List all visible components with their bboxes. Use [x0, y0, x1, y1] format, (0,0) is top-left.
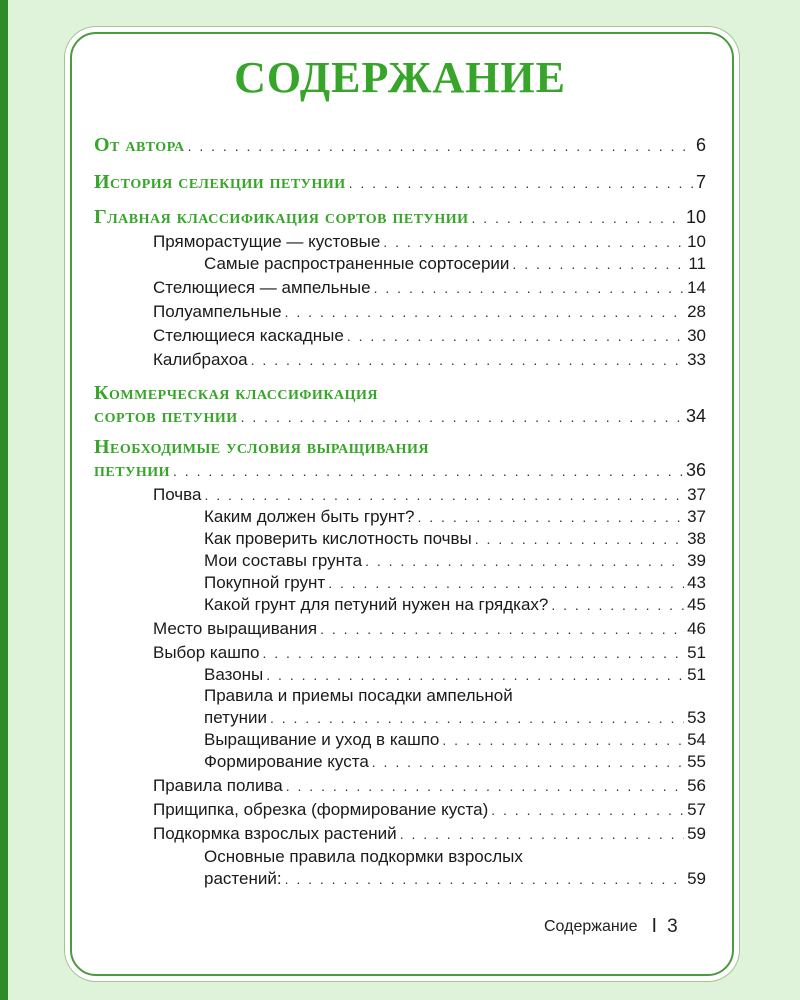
toc-entry-label: История селекции петунии: [94, 171, 346, 193]
toc-entry-page: 43: [687, 573, 706, 592]
dot-leader: [263, 642, 685, 664]
toc-entry-page: 36: [685, 460, 706, 480]
toc-entry-main-classification[interactable]: [94, 206, 706, 228]
toc-entry-page: 57: [687, 800, 706, 819]
page-footer: [544, 915, 678, 938]
toc-entry-label: петунии: [94, 459, 171, 481]
toc-entry-page: 51: [687, 643, 706, 662]
toc-entry-page: 54: [687, 730, 706, 749]
toc-entry-page: 10: [685, 207, 706, 227]
toc-entry-trailing[interactable]: [153, 277, 706, 299]
toc-entry-watering[interactable]: [153, 775, 706, 797]
toc-entry-pot-choice[interactable]: [153, 642, 706, 664]
toc-entry-label: Какой грунт для петуний нужен на грядках?: [204, 595, 549, 614]
toc-entry-page: 45: [687, 595, 706, 614]
toc-entry-label: Мои составы грунта: [204, 551, 363, 570]
toc-entry-page: 28: [687, 302, 706, 321]
toc-entry-page: 6: [695, 135, 706, 155]
toc-entry-page: 33: [687, 350, 706, 369]
toc-entry-label: Как проверить кислотность почвы: [204, 529, 472, 548]
toc-entry-label: сортов петунии: [94, 405, 238, 427]
toc-entry-planting-line1: Правила и приемы посадки ампельной: [204, 686, 513, 705]
toc-entry-page: 37: [687, 507, 706, 526]
dot-leader: [472, 207, 683, 229]
toc-entry-soil-beds[interactable]: [204, 594, 706, 616]
toc-entry-soil-bought[interactable]: [204, 572, 706, 594]
toc-entry-commercial[interactable]: [94, 405, 706, 427]
toc-entry-conditions-line1: Необходимые условия выращивания: [94, 436, 429, 458]
dot-leader: [320, 618, 684, 640]
page-number: 3: [667, 915, 678, 937]
dot-leader: [270, 707, 684, 729]
toc-entry-label: Самые распространенные сортосерии: [204, 254, 510, 273]
toc-entry-label: Выбор кашпо: [153, 643, 260, 662]
dot-leader: [349, 172, 693, 194]
dot-leader: [442, 729, 684, 751]
toc-entry-page: 7: [695, 172, 706, 192]
toc-entry-pot-care[interactable]: [204, 729, 706, 751]
toc-entry-breeding-history[interactable]: [94, 171, 706, 193]
toc-entry-page: 51: [687, 665, 706, 684]
toc-entry-calibrachoa[interactable]: [153, 349, 706, 371]
toc-entry-page: 11: [688, 254, 706, 273]
dot-leader: [241, 406, 683, 428]
dot-leader: [475, 528, 684, 550]
toc-entry-page: 37: [687, 485, 706, 504]
toc-entry-page: 10: [687, 232, 706, 251]
dot-leader: [372, 751, 684, 773]
toc-entry-label: Пряморастущие — кустовые: [153, 232, 381, 251]
dot-leader: [347, 325, 684, 347]
dot-leader: [328, 572, 684, 594]
toc-entry-label: Главная классификация сортов петунии: [94, 206, 469, 228]
toc-entry-soil-acidity[interactable]: [204, 528, 706, 550]
toc-entry-label: Выращивание и уход в кашпо: [204, 730, 440, 749]
toc-entry-label: Полуампельные: [153, 302, 282, 321]
toc-entry-bush-forming[interactable]: [204, 751, 706, 773]
toc-entry-label: Подкормка взрослых растений: [153, 824, 397, 843]
toc-entry-page: 30: [687, 326, 706, 345]
toc-entry-commercial-line1: Коммерческая классификация: [94, 382, 378, 404]
toc-entry-page: 55: [687, 752, 706, 771]
toc-entry-feeding-rules-line1: Основные правила подкормки взрослых: [204, 847, 523, 866]
dot-leader: [365, 550, 684, 572]
dot-leader: [551, 594, 684, 616]
dot-leader: [512, 253, 685, 275]
toc-entry-soil-mixes[interactable]: [204, 550, 706, 572]
toc-entry-location[interactable]: [153, 618, 706, 640]
dot-leader: [383, 231, 684, 253]
toc-entry-label: От автора: [94, 134, 185, 156]
toc-entry-soil[interactable]: [153, 484, 706, 506]
toc-entry-label: Калибрахоа: [153, 350, 248, 369]
toc-entry-feeding-rules[interactable]: [204, 868, 706, 890]
toc-entry-label: Стелющиеся каскадные: [153, 326, 344, 345]
toc-entry-upright[interactable]: [153, 231, 706, 253]
toc-entry-label: растений:: [204, 869, 282, 888]
toc-entry-page: 34: [685, 406, 706, 426]
toc-entry-page: 59: [687, 824, 706, 843]
toc-entry-pinching[interactable]: [153, 799, 706, 821]
toc-entry-from-author[interactable]: [94, 134, 706, 156]
toc-entry-conditions[interactable]: [94, 459, 706, 481]
dot-leader: [285, 301, 684, 323]
toc-entry-page: 14: [687, 278, 706, 297]
toc-entry-label: Место выращивания: [153, 619, 318, 638]
toc-entry-semi-ampel[interactable]: [153, 301, 706, 323]
page-title: СОДЕРЖАНИЕ: [234, 53, 566, 102]
dot-leader: [374, 277, 684, 299]
toc-entry-cascading[interactable]: [153, 325, 706, 347]
dot-leader: [266, 664, 684, 686]
toc-entry-feeding[interactable]: [153, 823, 706, 845]
toc-entry-label: Формирование куста: [204, 752, 369, 771]
dot-leader: [173, 460, 683, 482]
toc-entry-page: 59: [687, 869, 706, 888]
toc-entry-page: 39: [687, 551, 706, 570]
dot-leader: [491, 799, 684, 821]
toc-entry-label: Вазоны: [204, 665, 264, 684]
toc-entry-popular-series[interactable]: [204, 253, 706, 275]
toc-entry-page: 53: [687, 708, 706, 727]
toc-entry-label: Прищипка, обрезка (формирование куста): [153, 800, 489, 819]
toc-entry-label: Покупной грунт: [204, 573, 326, 592]
toc-entry-planting[interactable]: [204, 707, 706, 729]
toc-entry-page: 46: [687, 619, 706, 638]
toc-entry-label: Правила полива: [153, 776, 283, 795]
dot-leader: [251, 349, 684, 371]
dot-leader: [417, 506, 684, 528]
toc-entry-label: Почва: [153, 485, 202, 504]
toc-entry-vases[interactable]: [204, 664, 706, 686]
toc-entry-page: 56: [687, 776, 706, 795]
dot-leader: [286, 775, 684, 797]
toc-entry-label: петунии: [204, 708, 267, 727]
toc-entry-page: 38: [687, 529, 706, 548]
footer-label: Содержание: [544, 917, 638, 935]
dot-leader: [285, 868, 685, 890]
toc-entry-soil-what[interactable]: [204, 506, 706, 528]
dot-leader: [204, 484, 684, 506]
toc-entry-label: Стелющиеся — ампельные: [153, 278, 371, 297]
footer-separator: I: [651, 915, 658, 937]
toc-entry-label: Каким должен быть грунт?: [204, 507, 415, 526]
dot-leader: [188, 135, 693, 157]
dot-leader: [400, 823, 684, 845]
